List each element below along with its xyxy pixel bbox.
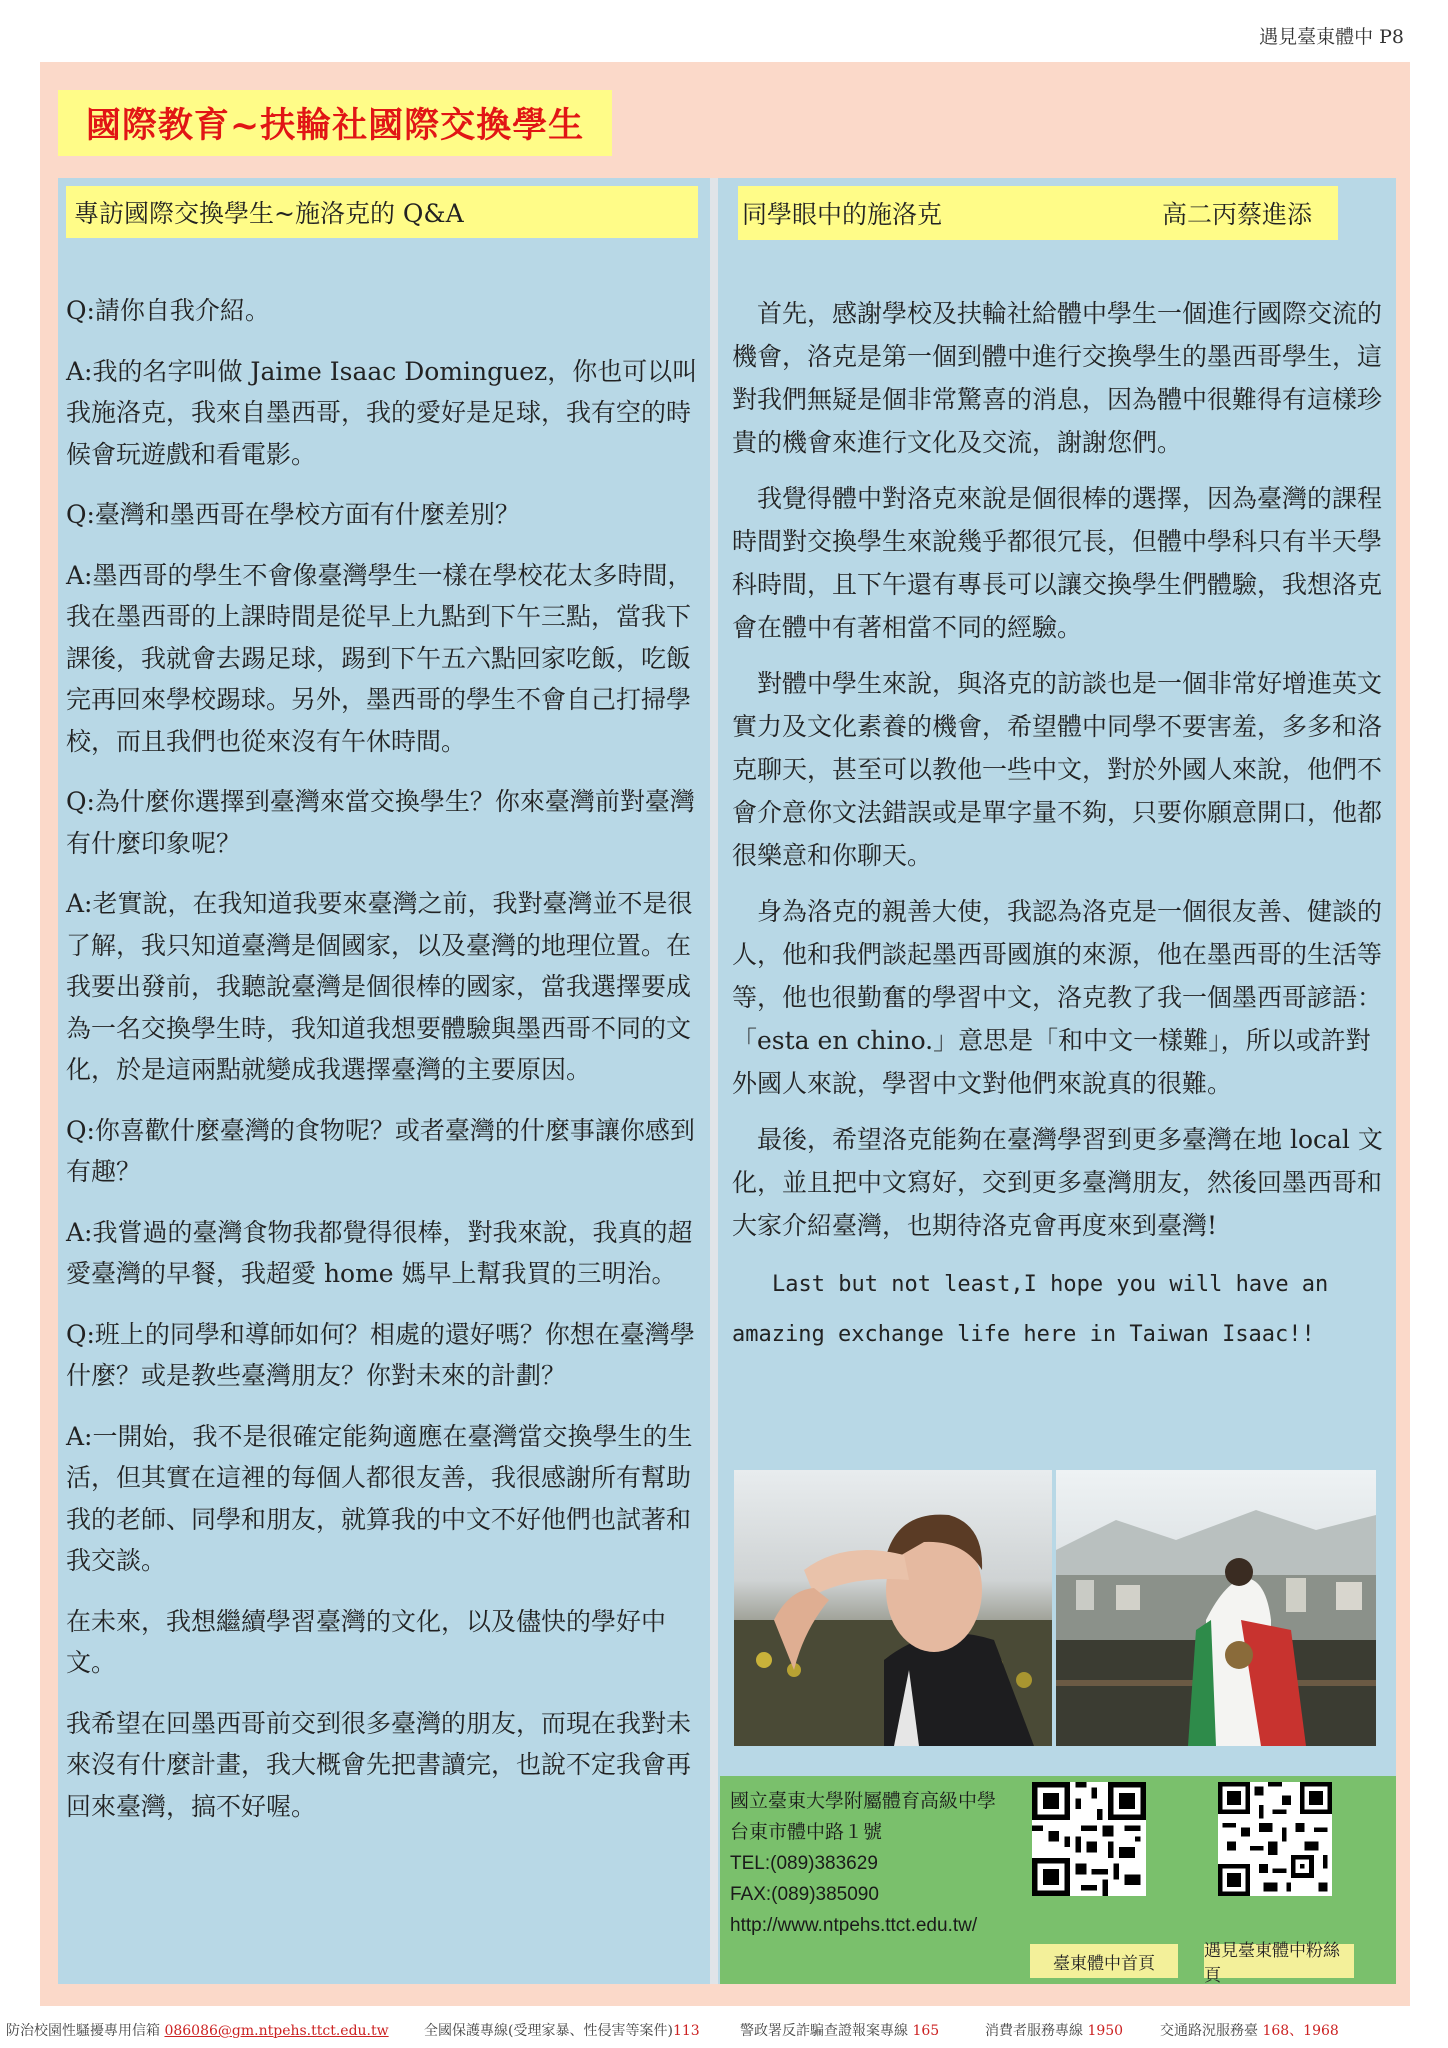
- hotline-number: 165: [912, 2023, 940, 2039]
- hotline-label: 交通路況服務臺: [1160, 2023, 1263, 2039]
- english-message-line: Last but not least,I hope you will have an: [772, 1272, 1329, 1297]
- qr-icon: [1032, 1782, 1146, 1896]
- protection-hotline: [424, 2020, 700, 2040]
- paragraph: A:墨西哥的學生不會像臺灣學生一樣在學校花太多時間，我在墨西哥的上課時間是從早上九點到下午三點，當我下課後，我就會去踢足球，踢到下午五六點回家吃飯，吃飯完再回來學校踢球。另外，墨西哥的學生不會自己打掃學校，而且我們也從來沒有午休時間。: [66, 560, 693, 756]
- paragraph: Q:臺灣和墨西哥在學校方面有什麼差別？: [66, 500, 520, 529]
- hotline-label: 全國保護專線(受理家暴、性侵害等案件): [424, 2023, 673, 2039]
- school-address: 台東市體中路１號: [730, 1821, 883, 1843]
- paragraph: Q:請你自我介紹。: [66, 296, 270, 325]
- column-divider-right: [718, 178, 728, 1984]
- hotline-label: 消費者服務專線: [985, 2023, 1088, 2039]
- english-message-line: amazing exchange life here in Taiwan Isaac!!: [732, 1322, 1315, 1347]
- traffic-hotline: [1160, 2020, 1339, 2040]
- paragraph: A:我嘗過的臺灣食物我都覺得很棒，對我來說，我真的超愛臺灣的早餐，我超愛 home 媽早上幫我買的三明治。: [66, 1217, 693, 1288]
- fanpage-qr-label[interactable]: 遇見臺東體中粉絲頁: [1204, 1944, 1354, 1978]
- classmate-article-body: [732, 292, 1394, 1360]
- school-url[interactable]: http://www.ntpehs.ttct.edu.tw/: [730, 1915, 978, 1936]
- paragraph: 我希望在回墨西哥前交到很多臺灣的朋友，而現在我對未來沒有什麼計畫，我大概會先把書讀完，也說不定我會再回來臺灣，搞不好喔。: [66, 1708, 692, 1821]
- paragraph: Q:班上的同學和導師如何？相處的還好嗎？你想在臺灣學什麼？或是教些臺灣朋友？你對未來的計劃？: [66, 1319, 695, 1390]
- city-flag-photo: [1056, 1470, 1376, 1746]
- paragraph: Q:為什麼你選擇到臺灣來當交換學生？你來臺灣前對臺灣有什麼印象呢？: [66, 787, 695, 858]
- school-fax: FAX:(089)385090: [730, 1884, 879, 1905]
- paragraph: 在未來，我想繼續學習臺灣的文化，以及儘快的學好中文。: [66, 1606, 667, 1677]
- student-portrait-photo: [734, 1470, 1052, 1746]
- hotline-label: 警政署反詐騙查證報案專線: [740, 2023, 913, 2039]
- column-divider: [710, 178, 718, 1984]
- paragraph: 最後，希望洛克能夠在臺灣學習到更多臺灣在地 local 文化，並且把中文寫好，交到更多臺灣朋友，然後回墨西哥和大家介紹臺灣，也期待洛克會再度來到臺灣!: [732, 1125, 1383, 1240]
- school-name: 國立臺東大學附屬體育高級中學: [730, 1790, 997, 1812]
- article-author: 高二丙蔡進添: [1162, 200, 1313, 229]
- page-number-label: 遇見臺東體中 P8: [1259, 26, 1404, 48]
- paragraph: A:我的名字叫做 Jaime Isaac Dominguez，你也可以叫我施洛克，我來自墨西哥，我的愛好是足球，我有空的時候會玩遊戲和看電影。: [66, 356, 698, 469]
- classmate-heading: [738, 186, 1338, 240]
- paragraph: A:一開始，我不是很確定能夠適應在臺灣當交換學生的生活，但其實在這裡的每個人都很友善，我很感謝所有幫助我的老師、同學和朋友，就算我的中文不好他們也試著和我交談。: [66, 1421, 693, 1575]
- harassment-hotline: [6, 2020, 389, 2040]
- school-tel: TEL:(089)383629: [730, 1853, 878, 1874]
- paragraph: 首先，感謝學校及扶輪社給體中學生一個進行國際交流的機會，洛克是第一個到體中進行交換學生的墨西哥學生，這對我們無疑是個非常驚喜的消息，因為體中很難得有這樣珍貴的機會來進行文化及交流，謝謝您們。: [732, 299, 1383, 457]
- paragraph: 身為洛克的親善大使，我認為洛克是一個很友善、健談的人，他和我們談起墨西哥國旗的來源，他在墨西哥的生活等等，他也很勤奮的學習中文，洛克教了我一個墨西哥諺語：「esta en chino.」意思是「和中文一樣難」，所以或許對外國人來說，學習中文對他們來說真的很難。: [732, 897, 1383, 1098]
- school-contact-info: [730, 1786, 1022, 1941]
- hotline-number: 1950: [1087, 2023, 1124, 2039]
- homepage-qr-code: [1032, 1782, 1146, 1896]
- fanpage-qr-code: [1218, 1782, 1332, 1896]
- anti-fraud-hotline: [740, 2020, 939, 2040]
- paragraph: A:老實說，在我知道我要來臺灣之前，我對臺灣並不是很了解，我只知道臺灣是個國家，以及臺灣的地理位置。在我要出發前，我聽說臺灣是個很棒的國家，當我選擇要成為一名交換學生時，我知道我想要體驗與墨西哥不同的文化，於是這兩點就變成我選擇臺灣的主要原因。: [66, 889, 693, 1084]
- hotline-label: 防治校園性騷擾專用信箱: [6, 2023, 165, 2039]
- student-portrait-illustration: [734, 1470, 1052, 1746]
- qr-icon: [1218, 1782, 1332, 1896]
- consumer-hotline: [985, 2020, 1123, 2040]
- page-title: 國際教育~扶輪社國際交換學生: [85, 105, 585, 146]
- hotline-email-link[interactable]: 086086@gm.ntpehs.ttct.edu.tw: [164, 2023, 389, 2039]
- title-banner: [58, 90, 612, 156]
- city-flag-illustration: [1056, 1470, 1376, 1746]
- interview-heading-text: 專訪國際交換學生~施洛克的 Q&A: [74, 199, 464, 228]
- interview-body: [66, 290, 706, 1846]
- paragraph: 對體中學生來說，與洛克的訪談也是一個非常好增進英文實力及文化素養的機會，希望體中同學不要害羞，多多和洛克聊天，甚至可以教他一些中文，對於外國人來說，他們不會介意你文法錯誤或是單字量不夠，只要你願意開口，他都很樂意和你聊天。: [732, 669, 1383, 870]
- hotline-number: 168、1968: [1262, 2023, 1339, 2039]
- homepage-qr-label[interactable]: 臺東體中首頁: [1030, 1944, 1178, 1978]
- interview-heading: [66, 186, 698, 238]
- paragraph: Q:你喜歡什麼臺灣的食物呢？或者臺灣的什麼事讓你感到有趣？: [66, 1115, 695, 1186]
- hotline-footer: [0, 2006, 1448, 2048]
- classmate-heading-text: 同學眼中的施洛克: [742, 200, 943, 229]
- paragraph: 我覺得體中對洛克來說是個很棒的選擇，因為臺灣的課程時間對交換學生來說幾乎都很冗長，但體中學科只有半天學科時間，且下午還有專長可以讓交換學生們體驗，我想洛克會在體中有著相當不同的經驗。: [732, 484, 1383, 642]
- hotline-number: 113: [672, 2023, 700, 2039]
